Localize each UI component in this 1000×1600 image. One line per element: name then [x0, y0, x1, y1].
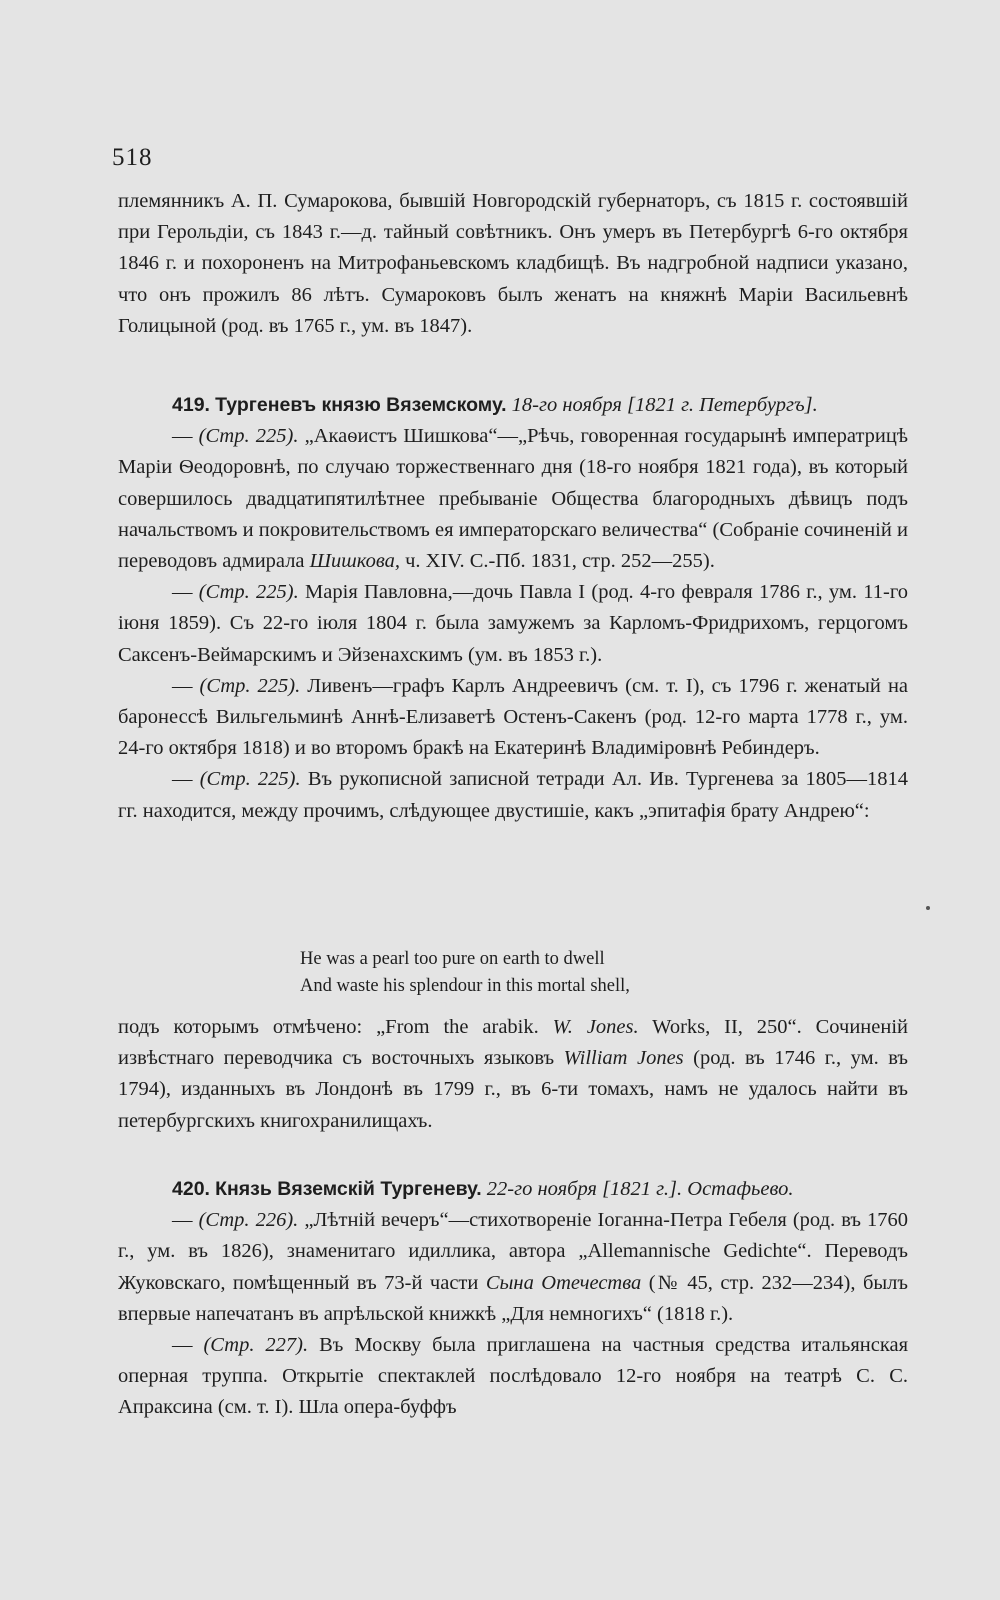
note-paragraph: — (Стр. 226). „Лѣтній вечеръ“—стихотвореніе Іоганна-Петра Гебеля (род. въ 1760 г., ум. въ 1826), знаменитаго идиллика, автора „Allemannische Gedichte“. Переводъ Жуковскаго, помѣщенный въ 73-й части Сына Отечества (№ 45, стр. 232—234), былъ впервые напечатанъ въ апрѣльской книжкѣ „Для немногихъ“ (1818 г.). [118, 1209, 909, 1325]
letter-420-heading [118, 1174, 908, 1205]
note-text: Въ Москву была приглашена на частныя средства итальянская оперная труппа. Открытіе спектаклей послѣдовало 12-го ноября на театрѣ С. С. Апраксина (см. т. I). Шла опера-буффъ [118, 1334, 909, 1419]
verse-line: He was a pearl too pure on earth to dwell [300, 949, 605, 969]
note-text-tail: (№ 45, стр. 232—234), былъ впервые напечатанъ въ апрѣльской книжкѣ „Для немногихъ“ (1818 г.). [118, 1271, 909, 1325]
letter-place: Остафьево. [687, 1178, 794, 1200]
page-number: 518 [112, 144, 153, 171]
note-text: „Лѣтній вечеръ“—стихотвореніе Іоганна-Петра Гебеля (род. въ 1760 г., ум. въ 1826), знаменитаго идиллика, автора „Allemannische Gedichte“. Переводъ Жуковскаго, помѣщенный въ 73-й части [118, 1209, 909, 1294]
page-reference: (Стр. 225). [199, 674, 301, 697]
text-run: подъ которымъ отмѣчено: „From the arabik. [118, 1016, 553, 1038]
page-reference: (Стр. 227). [203, 1334, 309, 1357]
letter-date: 22-го ноября [486, 1178, 597, 1200]
page-reference: (Стр. 225). [198, 581, 299, 604]
verse-line: And waste his splendour in this mortal shell, [300, 976, 630, 996]
note-paragraph: — (Стр. 227). Въ Москву была приглашена на частныя средства итальянская оперная труппа. Открытіе спектаклей послѣдовало 12-го ноября на театрѣ С. С. Апраксина (см. т. I). Шла опера-буффъ [118, 1334, 909, 1419]
epitaph-verse [300, 946, 630, 1000]
text-run: Works, II, 250“. Сочиненій извѣстнаго переводчика съ восточныхъ языковъ [118, 1016, 908, 1070]
author-name: Шишкова, [309, 550, 400, 573]
letter-date-bracket: [1821 г.]. [602, 1178, 683, 1200]
after-verse-paragraph [118, 1012, 908, 1137]
letter-date-bracket: [1821 г. Петербургъ]. [626, 394, 818, 416]
letter-419-heading [118, 390, 908, 421]
letter-number: 420. [172, 1178, 210, 1200]
page-reference: (Стр. 225). [199, 768, 301, 791]
page-reference: (Стр. 225). [198, 425, 299, 448]
letter-number: 419. [172, 394, 210, 416]
note-paragraph: — (Стр. 225). Ливенъ—графъ Карлъ Андреевичъ (см. т. I), съ 1796 г. женатый на баронессѣ Вильгельминѣ Аннѣ-Елизаветѣ Остенъ-Сакенъ (род. 12-го марта 1778 г., ум. 24-го октября 1818) и во второмъ бракѣ на Екатеринѣ Владиміровнѣ Ребиндеръ. [118, 674, 909, 760]
paragraph-text [118, 1012, 908, 1137]
continuation-paragraph [118, 186, 908, 342]
letter-420-section [118, 1174, 908, 1424]
note-text: Ливенъ—графъ Карлъ Андреевичъ (см. т. I), съ 1796 г. женатый на баронессѣ Вильгельминѣ Аннѣ-Елизаветѣ Остенъ-Сакенъ (род. 12-го марта 1778 г., ум. 24-го октября 1818) и во второмъ бракѣ на Екатеринѣ Владиміровнѣ Ребиндеръ. [118, 674, 909, 760]
note-text-tail: ч. XIV. С.-Пб. 1831, стр. 252—255). [399, 550, 715, 573]
note-text: „Акаѳистъ Шишкова“—„Рѣчь, говоренная государынѣ императрицѣ Маріи Ѳеодоровнѣ, по случаю торжественнаго дня (18-го ноября 1821 года), въ который совершилось двадцатипятилѣтнее пребываніе Общества благородныхъ дѣвицъ подъ начальствомъ и покровительствомъ ея императорскаго величества“ (Собраніе сочиненій и переводовъ адмирала [118, 425, 909, 573]
letter-419-section [118, 390, 908, 827]
note-text: Въ рукописной записной тетради Ал. Ив. Тургенева за 1805—1814 гг. находится, между прочимъ, слѣдующее двустишіе, какъ „эпитафія брату Андрею“: [118, 768, 909, 822]
letter-date: 18-го ноября [511, 394, 622, 416]
note-paragraph: — (Стр. 225). Въ рукописной записной тетради Ал. Ив. Тургенева за 1805—1814 гг. находится, между прочимъ, слѣдующее двустишіе, какъ „эпитафія брату Андрею“: [118, 768, 909, 822]
journal-name: Сына Отечества [485, 1271, 642, 1294]
paragraph-text: племянникъ А. П. Сумарокова, бывшій Новгородскій губернаторъ, съ 1815 г. состоявшій при Герольдіи, съ 1843 г.—д. тайный совѣтникъ. Онъ умеръ въ Петербургѣ 6-го октября 1846 г. и похороненъ на Митрофаньевскомъ кладбищѣ. Въ надгробной надписи указано, что онъ прожилъ 86 лѣтъ. Сумароковъ былъ женатъ на княжнѣ Маріи Васильевнѣ Голицыной (род. въ 1765 г., ум. въ 1847). [118, 190, 908, 337]
text-run: (род. въ 1746 г., ум. въ 1794), изданныхъ въ Лондонѣ въ 1799 г., въ 6-ти томахъ, намъ не удалось найти въ петербургскихъ книгохранилищахъ. [118, 1047, 908, 1132]
note-paragraph: — (Стр. 225). Марія Павловна,—дочь Павла I (род. 4-го февраля 1786 г., ум. 11-го іюня 1859). Съ 22-го іюля 1804 г. была замужемъ за Карломъ-Фридрихомъ, герцогомъ Саксенъ-Веймарскимъ и Эйзенахскимъ (ум. въ 1853 г.). [118, 581, 909, 666]
source-reference: W. Jones. [552, 1016, 639, 1038]
page-reference: (Стр. 226). [198, 1209, 299, 1232]
note-paragraph: — (Стр. 225). „Акаѳистъ Шишкова“—„Рѣчь, говоренная государынѣ императрицѣ Маріи Ѳеодоровнѣ, по случаю торжественнаго дня (18-го ноября 1821 года), въ который совершилось двадцатипятилѣтнее пребываніе Общества благородныхъ дѣвицъ подъ начальствомъ и покровительствомъ ея императорскаго величества“ (Собраніе сочиненій и переводовъ адмирала Шишкова, ч. XIV. С.-Пб. 1831, стр. 252—255). [118, 425, 909, 573]
letter-title: Тургеневъ князю Вяземскому. [215, 394, 507, 416]
letter-title: Князь Вяземскій Тургеневу. [215, 1178, 482, 1200]
ink-speck [926, 906, 930, 910]
note-text: Марія Павловна,—дочь Павла I (род. 4-го февраля 1786 г., ум. 11-го іюня 1859). Съ 22-го іюля 1804 г. была замужемъ за Карломъ-Фридрихомъ, герцогомъ Саксенъ-Веймарскимъ и Эйзенахскимъ (ум. въ 1853 г.). [118, 581, 909, 666]
author-name: William Jones [563, 1047, 684, 1070]
